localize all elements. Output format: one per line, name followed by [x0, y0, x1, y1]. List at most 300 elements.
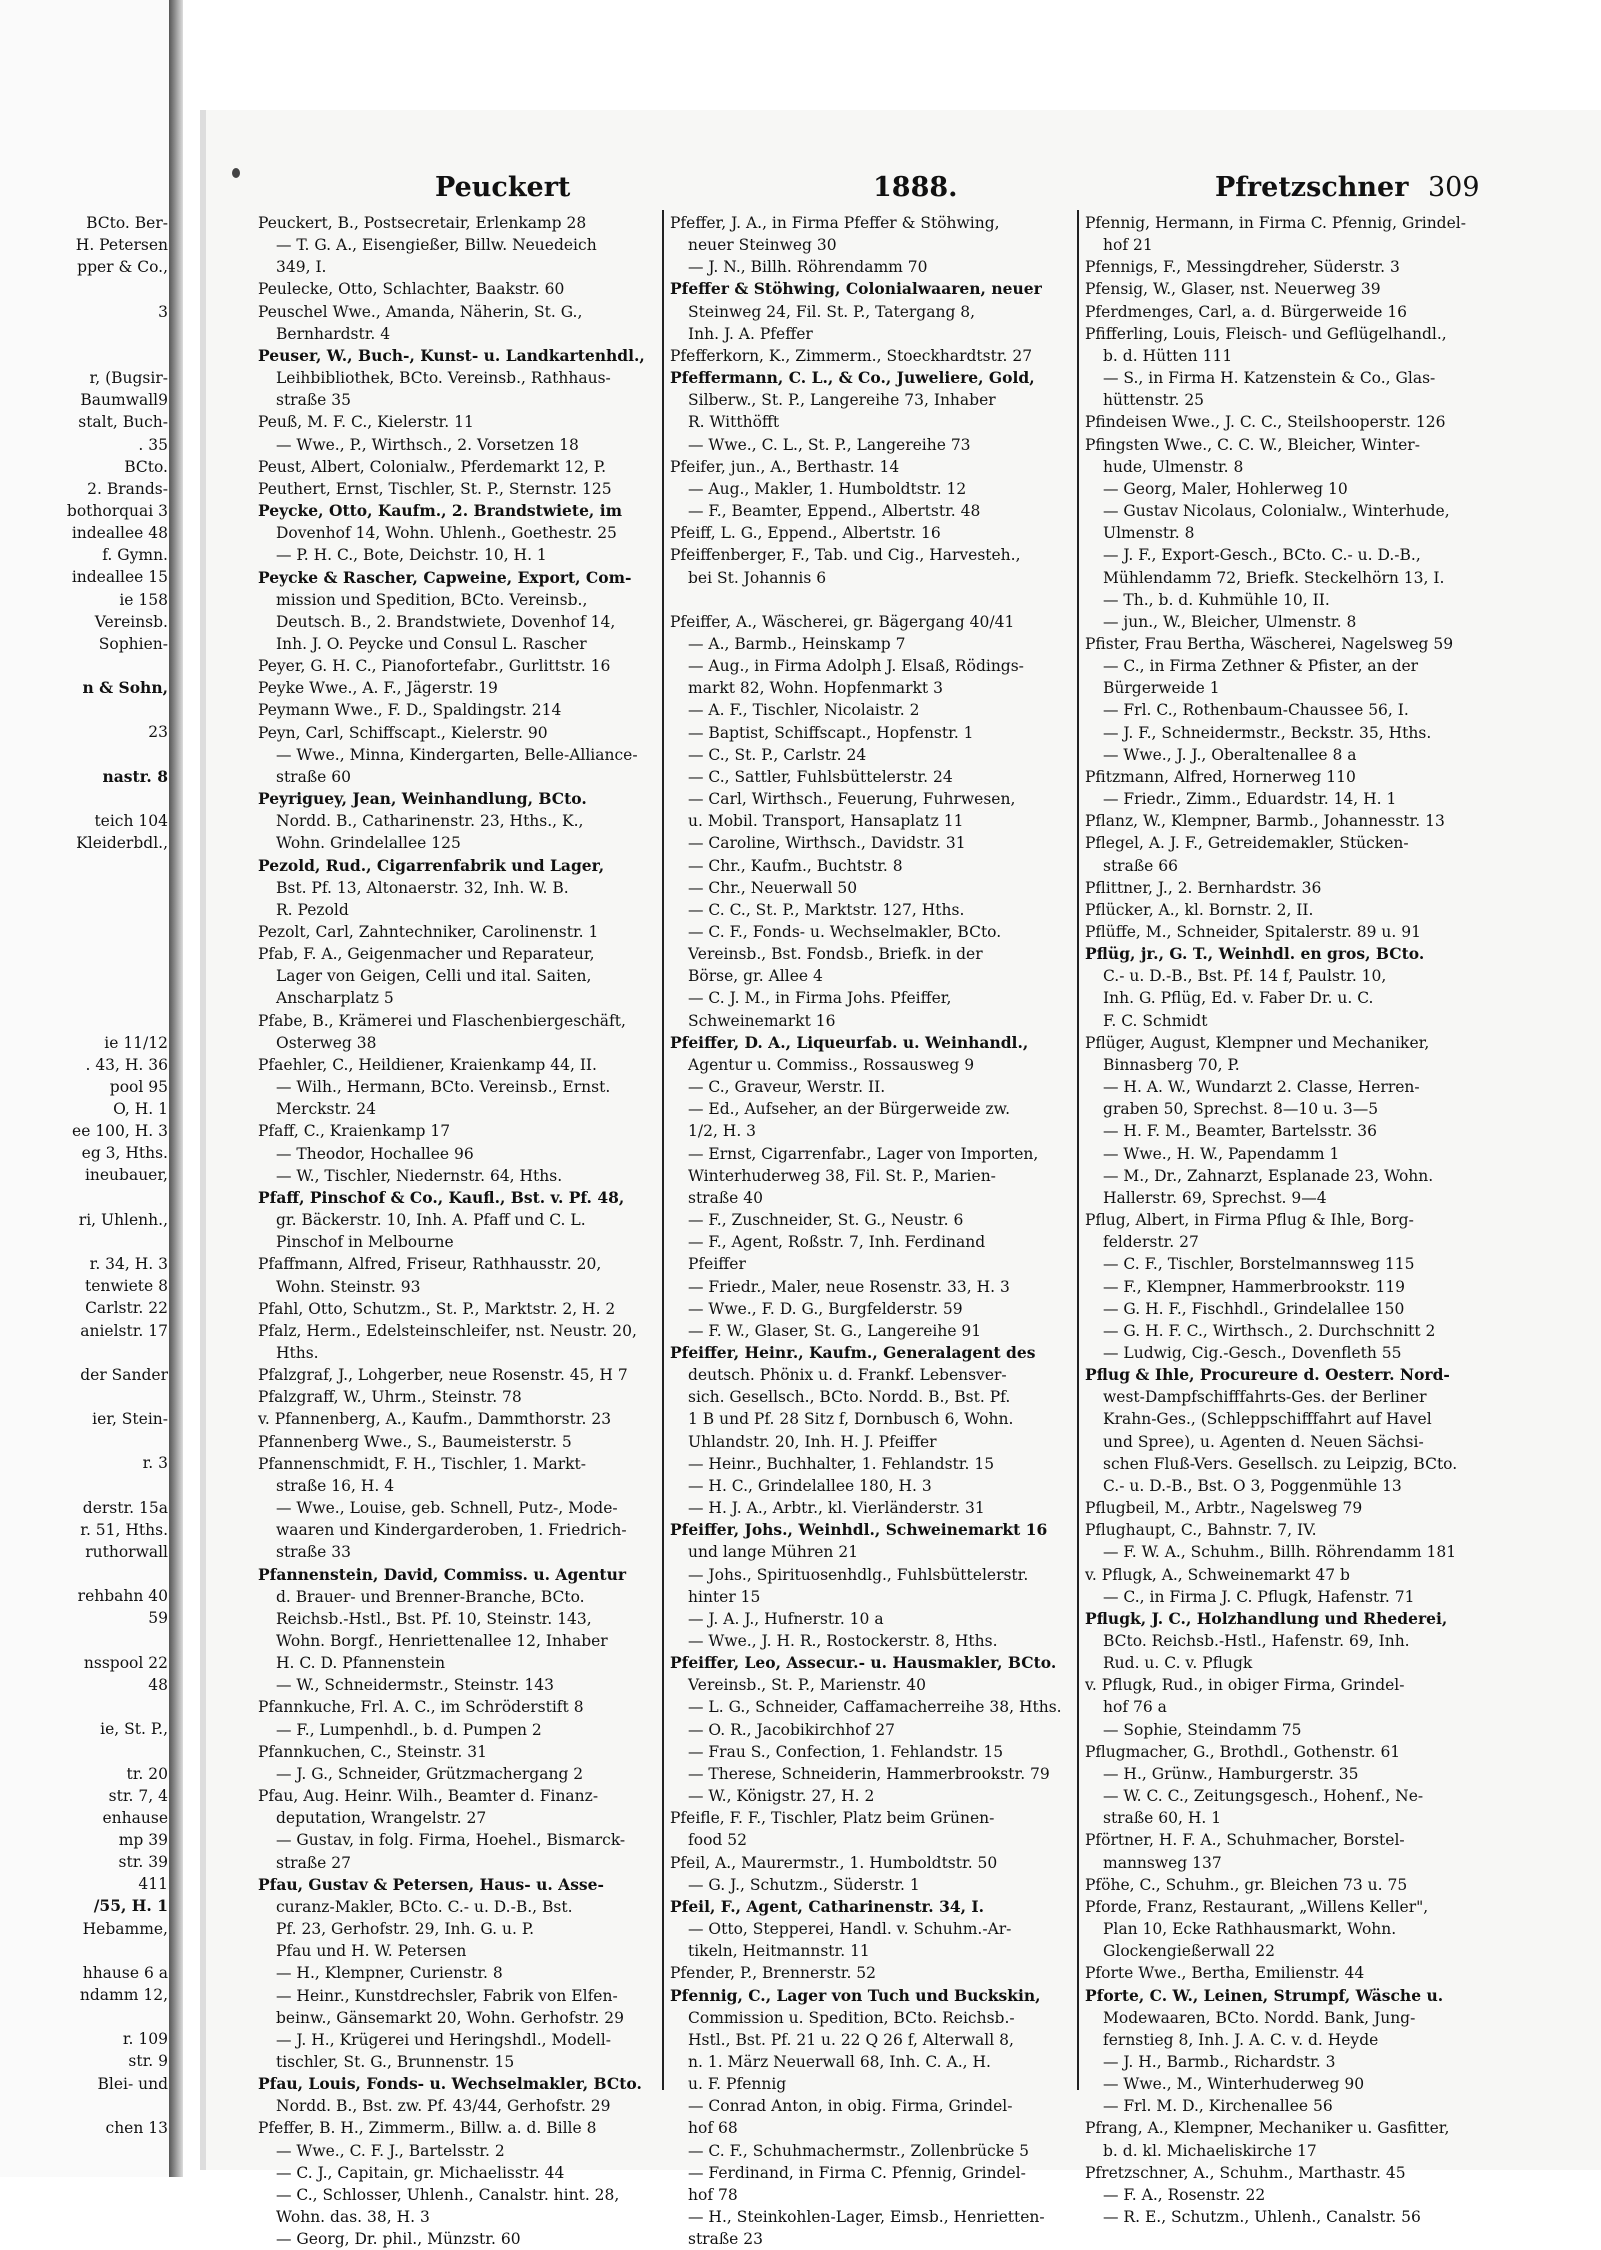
directory-entry-line: straße 35: [276, 391, 352, 410]
directory-entry-line: Pfifferling, Louis, Fleisch- und Geflügelhandl.,: [1085, 324, 1447, 343]
directory-entry-line: straße 40: [688, 1188, 764, 1207]
directory-entry-line: Pfefferkorn, K., Zimmerm., Stoeckhardtstr. 27: [670, 346, 1033, 365]
directory-entry-line: Plan 10, Ecke Rathhausmarkt, Wohn.: [1103, 1920, 1397, 1939]
left-page-text-fragment: ier, Stein-: [92, 1410, 168, 1429]
directory-entry-line: Peulecke, Otto, Schlachter, Baakstr. 60: [258, 280, 565, 299]
directory-entry-line: Pflittner, J., 2. Bernhardstr. 36: [1085, 878, 1322, 897]
directory-entry-line: — Wilh., Hermann, BCto. Vereinsb., Ernst.: [276, 1078, 611, 1097]
directory-entry-line: v. Pfannenberg, A., Kaufm., Dammthorstr. 23: [258, 1410, 612, 1429]
directory-entry-line: Pflüger, August, Klempner und Mechaniker,: [1085, 1033, 1430, 1052]
left-page-text-fragment: n & Sohn,: [82, 678, 168, 698]
directory-entry-line: Pflücker, A., kl. Bornstr. 2, II.: [1085, 900, 1314, 919]
directory-entry-line: — Ferdinand, in Firma C. Pfennig, Grindel-: [688, 2163, 1026, 2182]
directory-entry-line: Mühlendamm 72, Briefk. Steckelhörn 13, I.: [1103, 568, 1445, 587]
left-page-text-fragment: enhause: [102, 1808, 168, 1827]
directory-entry-line: und Spree), u. Agenten d. Neuen Sächsi-: [1103, 1432, 1424, 1451]
directory-entry-line: Pezold, Rud., Cigarrenfabrik und Lager,: [258, 855, 605, 875]
directory-entry-line: food 52: [688, 1831, 747, 1850]
page-header: [260, 172, 1480, 208]
left-page-text-fragment: BCto. Ber-: [86, 214, 168, 232]
left-page-text-fragment: stalt, Buch-: [78, 413, 168, 432]
directory-entry-line: Pfender, P., Brennerstr. 52: [670, 1964, 877, 1983]
directory-entry-line: v. Pflugk, Rud., in obiger Firma, Grindel-: [1085, 1676, 1405, 1695]
directory-entry-line: tischler, St. G., Brunnenstr. 15: [276, 2052, 515, 2071]
directory-entry-line: Pfeiffer, Johs., Weinhdl., Schweinemarkt 16: [670, 1520, 1048, 1540]
directory-entry-line: — F., Lumpenhdl., b. d. Pumpen 2: [276, 1720, 542, 1739]
directory-entry-line: deutsch. Phönix u. d. Frankf. Lebensver-: [688, 1366, 1007, 1385]
directory-entry-line: C.- u. D.-B., Bst. Pf. 14 f, Paulstr. 10,: [1103, 967, 1387, 986]
directory-entry-line: Pfannkuchen, C., Steinstr. 31: [258, 1742, 487, 1761]
directory-entry-line: Peuser, W., Buch-, Kunst- u. Landkartenhdl.,: [258, 345, 645, 365]
directory-entry-line: schen Fluß-Vers. Gesellsch. zu Leipzig, BCto.: [1103, 1454, 1458, 1473]
left-page-text-fragment: r. 34, H. 3: [89, 1255, 168, 1274]
left-page-text-fragment: pool 95: [109, 1077, 168, 1096]
left-page-text-fragment: ee 100, H. 3: [72, 1122, 168, 1141]
directory-entry-line: — W. C. C., Zeitungsgesch., Hohenf., Ne-: [1103, 1787, 1424, 1806]
directory-entry-line: — G. H. F., Fischhdl., Grindelallee 150: [1103, 1299, 1405, 1318]
left-page-text-fragment: der Sander: [80, 1365, 168, 1384]
left-page-text-fragment: str. 39: [118, 1853, 168, 1872]
directory-entry-line: Dovenhof 14, Wohn. Uhlenh., Goethestr. 25: [276, 524, 617, 543]
directory-entry-line: — H. C., Grindelallee 180, H. 3: [688, 1476, 932, 1495]
directory-entry-line: d. Brauer- und Brenner-Branche, BCto.: [276, 1587, 585, 1606]
directory-entry-line: — Otto, Stepperei, Handl. v. Schuhm.-Ar-: [688, 1920, 1012, 1939]
directory-entry-line: [670, 589, 1070, 611]
directory-entry-line: — A. F., Tischler, Nicolaistr. 2: [688, 701, 920, 720]
directory-entry-line: R. Witthöfft: [688, 413, 780, 432]
directory-entry-line: — H. A. W., Wundarzt 2. Classe, Herren-: [1103, 1078, 1420, 1097]
directory-entry-line: — F. W., Glaser, St. G., Langereihe 91: [688, 1321, 982, 1340]
directory-entry-line: — Wwe., M., Winterhuderweg 90: [1103, 2075, 1365, 2094]
directory-entry-line: b. d. Hütten 111: [1103, 346, 1233, 365]
directory-entry-line: — Wwe., P., Wirthsch., 2. Vorsetzen 18: [276, 435, 579, 454]
directory-entry-line: — F., Beamter, Eppend., Albertstr. 48: [688, 502, 981, 521]
directory-entry-line: — J. H., Barmb., Richardstr. 3: [1103, 2052, 1336, 2071]
directory-entry-line: Osterweg 38: [276, 1033, 377, 1052]
column-rule-2: [1077, 210, 1079, 2090]
directory-entry-line: — Wwe., C. L., St. P., Langereihe 73: [688, 435, 971, 454]
left-page-text-fragment: 411: [138, 1875, 168, 1894]
directory-entry-line: — Conrad Anton, in obig. Firma, Grindel-: [688, 2097, 1013, 2116]
directory-entry-line: BCto. Reichsb.-Hstl., Hafenstr. 69, Inh.: [1103, 1632, 1410, 1650]
directory-entry-line: hof 76 a: [1103, 1698, 1167, 1717]
directory-entry-line: Pfannenberg Wwe., S., Baumeisterstr. 5: [258, 1432, 572, 1451]
directory-entry-line: hof 68: [688, 2119, 738, 2138]
directory-entry-line: Peuß, M. F. C., Kielerstr. 11: [258, 413, 474, 432]
directory-entry-line: — Friedr., Zimm., Eduardstr. 14, H. 1: [1103, 790, 1397, 809]
directory-entry-line: Pfalzgraf, J., Lohgerber, neue Rosenstr. 45, H 7: [258, 1366, 628, 1385]
directory-entry-line: — C. F., Fonds- u. Wechselmakler, BCto.: [688, 923, 1002, 941]
directory-entry-line: straße 66: [1103, 856, 1179, 875]
directory-entry-line: — W., Tischler, Niedernstr. 64, Hths.: [276, 1166, 563, 1185]
directory-entry-line: 1/2, H. 3: [688, 1122, 757, 1141]
left-page-text-fragment: r, (Bugsir-: [89, 369, 168, 388]
directory-entry-line: — C., Sattler, Fuhlsbüttelerstr. 24: [688, 767, 953, 786]
directory-entry-line: — Georg, Dr. phil., Münzstr. 60: [276, 2230, 521, 2249]
directory-entry-line: beinw., Gänsemarkt 20, Wohn. Gerhofstr. 29: [276, 2008, 624, 2027]
directory-entry-line: gr. Bäckerstr. 10, Inh. A. Pfaff und C. L.: [276, 1211, 586, 1230]
directory-entry-line: Pflugmacher, G., Brothdl., Gothenstr. 61: [1085, 1742, 1401, 1761]
directory-entry-line: Wohn. Steinstr. 93: [276, 1277, 421, 1296]
directory-entry-line: hinter 15: [688, 1587, 761, 1606]
left-page-text-fragment: chen 13: [105, 2118, 168, 2137]
directory-entry-line: mission und Spedition, BCto. Vereinsb.,: [276, 590, 588, 609]
left-page-text-fragment: Sophien-: [98, 634, 168, 653]
directory-entry-line: Inh. J. O. Peycke und Consul L. Rascher: [276, 634, 587, 653]
directory-entry-line: Pfau und H. W. Petersen: [276, 1942, 467, 1961]
directory-entry-line: H. C. D. Pfannenstein: [276, 1654, 446, 1673]
directory-entry-line: — F., Klempner, Hammerbrookstr. 119: [1103, 1277, 1406, 1296]
left-page-text-fragment: bothorquai 3: [66, 501, 168, 520]
directory-entry-line: — Wwe., J. H. R., Rostockerstr. 8, Hths.: [688, 1632, 998, 1650]
directory-entry-line: Hstl., Bst. Pf. 21 u. 22 Q 26 f, Alterwall 8,: [688, 2030, 1014, 2049]
header-year: 1888.: [873, 172, 958, 203]
directory-entry-line: — Theodor, Hochallee 96: [276, 1144, 474, 1163]
directory-entry-line: F. C. Schmidt: [1103, 1011, 1208, 1030]
directory-entry-line: Pfeffermann, C. L., & Co., Juweliere, Gold,: [670, 368, 1035, 388]
directory-entry-line: — Heinr., Kunstdrechsler, Fabrik von Elfen-: [276, 1986, 618, 2005]
directory-entry-line: Peust, Albert, Colonialw., Pferdemarkt 12, P.: [258, 457, 607, 476]
directory-entry-line: Pfretzschner, A., Schuhm., Marthastr. 45: [1085, 2163, 1406, 2182]
directory-entry-line: 1 B und Pf. 28 Sitz f, Dornbusch 6, Wohn.: [688, 1410, 1014, 1429]
directory-entry-line: — Ed., Aufseher, an der Bürgerweide zw.: [688, 1100, 1011, 1119]
directory-entry-line: Pfannenstein, David, Commiss. u. Agentur: [258, 1564, 627, 1584]
directory-entry-line: Winterhuderweg 38, Fil. St. P., Marien-: [688, 1166, 996, 1185]
directory-entry-line: — G. H. F. C., Wirthsch., 2. Durchschnitt 2: [1103, 1321, 1436, 1340]
directory-entry-line: Pfaff, C., Kraienkamp 17: [258, 1122, 451, 1141]
header-right-keyword: Pfretzschner: [1215, 172, 1409, 203]
directory-entry-line: — J. A. J., Hufnerstr. 10 a: [688, 1609, 884, 1628]
directory-entry-line: — Chr., Kaufm., Buchtstr. 8: [688, 856, 903, 875]
left-page-text-fragment: tr. 20: [126, 1764, 168, 1783]
directory-entry-line: Pfannenschmidt, F. H., Tischler, 1. Markt-: [258, 1454, 586, 1473]
directory-entry-line: Binnasberg 70, P.: [1103, 1055, 1240, 1074]
left-page-text-fragment: Blei- und: [97, 2074, 168, 2093]
directory-entry-line: Pfeiffenberger, F., Tab. und Cig., Harvesteh.,: [670, 546, 1021, 565]
left-page-text-fragment: str. 7, 4: [108, 1786, 168, 1805]
directory-entry-line: — H. J. A., Arbtr., kl. Vierländerstr. 31: [688, 1499, 985, 1518]
left-page-text-fragment: r. 51, Hths.: [80, 1520, 168, 1539]
directory-entry-line: Pfau, Louis, Fonds- u. Wechselmakler, BCto.: [258, 2074, 642, 2094]
left-page-text-fragment: 23: [148, 723, 168, 742]
directory-entry-line: Pfeifer, jun., A., Berthastr. 14: [670, 457, 900, 476]
directory-entry-line: Pfaffmann, Alfred, Friseur, Rathhausstr. 20,: [258, 1255, 602, 1274]
directory-entry-line: deputation, Wrangelstr. 27: [276, 1809, 487, 1828]
directory-entry-line: Pfeffer, B. H., Zimmerm., Billw. a. d. Bille 8: [258, 2119, 597, 2138]
left-page-text-fragment: . 35: [138, 435, 168, 454]
left-page-text-fragment: Hebamme,: [82, 1919, 168, 1938]
directory-entry-line: fernstieg 8, Inh. J. A. C. v. d. Heyde: [1103, 2030, 1379, 2049]
directory-entry-line: Nordd. B., Bst. zw. Pf. 43/44, Gerhofstr. 29: [276, 2097, 611, 2116]
left-page-text-fragment: ie 158: [119, 590, 168, 609]
page-number: 309: [1428, 172, 1480, 203]
directory-entry-line: straße 16, H. 4: [276, 1476, 395, 1495]
directory-entry-line: Pförtner, H. F. A., Schuhmacher, Borstel-: [1085, 1831, 1405, 1850]
directory-entry-line: Commission u. Spedition, BCto. Reichsb.-: [688, 2008, 1015, 2027]
left-page-text-fragment: /55, H. 1: [93, 1896, 168, 1916]
left-page-text-fragment: str. 9: [128, 2052, 168, 2071]
left-page-text-fragment: teich 104: [94, 812, 168, 831]
directory-entry-line: Pflug & Ihle, Procureure d. Oesterr. Nord-: [1085, 1365, 1450, 1385]
left-page-text-fragment: H. Petersen: [75, 236, 168, 255]
directory-entry-line: Pfitzmann, Alfred, Hornerweg 110: [1085, 767, 1356, 786]
directory-entry-line: curanz-Makler, BCto. C.- u. D.-B., Bst.: [276, 1897, 573, 1916]
directory-entry-line: Pfeffer, J. A., in Firma Pfeffer & Stöhwing,: [670, 214, 1000, 232]
directory-entry-line: Pfahl, Otto, Schutzm., St. P., Marktstr. 2, H. 2: [258, 1299, 616, 1318]
directory-entry-line: Merckstr. 24: [276, 1100, 376, 1119]
left-page-text-fragment: ineubauer,: [84, 1166, 168, 1185]
left-page-text-fragment: indeallee 48: [71, 524, 168, 543]
directory-entry-line: — C., in Firma J. C. Pflugk, Hafenstr. 71: [1103, 1587, 1415, 1606]
left-page-text-fragment: 2. Brands-: [87, 479, 168, 498]
directory-entry-line: — Heinr., Buchhalter, 1. Fehlandstr. 15: [688, 1454, 995, 1473]
directory-entry-line: felderstr. 27: [1103, 1233, 1199, 1252]
directory-entry-line: Pfau, Gustav & Petersen, Haus- u. Asse-: [258, 1874, 604, 1894]
directory-entry-line: — Carl, Wirthsch., Feuerung, Fuhrwesen,: [688, 790, 1016, 809]
directory-entry-line: straße 33: [276, 1543, 352, 1562]
directory-entry-line: Anscharplatz 5: [276, 989, 394, 1008]
directory-entry-line: n. 1. März Neuerwall 68, Inh. C. A., H.: [688, 2052, 991, 2071]
directory-entry-line: hof 21: [1103, 236, 1153, 255]
directory-entry-line: Peuschel Wwe., Amanda, Näherin, St. G.,: [258, 302, 583, 321]
directory-entry-line: graben 50, Sprechst. 8—10 u. 3—5: [1103, 1100, 1379, 1119]
left-page-text-fragment: ie, St. P.,: [100, 1720, 168, 1739]
directory-entry-line: — T. G. A., Eisengießer, Billw. Neuedeich: [276, 236, 597, 255]
directory-entry-line: — Ludwig, Cig.-Gesch., Dovenfleth 55: [1103, 1343, 1402, 1362]
directory-entry-line: hof 78: [688, 2185, 738, 2204]
directory-entry-line: v. Pflugk, A., Schweinemarkt 47 b: [1085, 1565, 1350, 1584]
directory-entry-line: Pforte, C. W., Leinen, Strumpf, Wäsche u.: [1085, 1985, 1444, 2005]
directory-entry-line: R. Pezold: [276, 900, 349, 919]
directory-entry-line: — C., Schlosser, Uhlenh., Canalstr. hint. 28,: [276, 2185, 620, 2204]
left-page-text-fragment: eg 3, Hths.: [81, 1144, 168, 1163]
left-page-text-fragment: 3: [158, 302, 168, 321]
directory-entry-line: Pfister, Frau Bertha, Wäscherei, Nagelsweg 59: [1085, 634, 1454, 653]
directory-entry-line: Pflüffe, M., Schneider, Spitalerstr. 89 u. 91: [1085, 923, 1421, 941]
left-page-text-fragment: rehbahn 40: [77, 1587, 168, 1606]
directory-entry-line: — W., Königstr. 27, H. 2: [688, 1787, 875, 1806]
directory-entry-line: — Gustav Nicolaus, Colonialw., Winterhude,: [1103, 502, 1450, 521]
directory-entry-line: — Caroline, Wirthsch., Davidstr. 31: [688, 834, 966, 853]
directory-entry-line: — C., St. P., Carlstr. 24: [688, 745, 867, 764]
left-page-text-fragment: 59: [148, 1609, 168, 1628]
directory-entry-line: Pfalzgraff, W., Uhrm., Steinstr. 78: [258, 1388, 522, 1407]
directory-entry-line: Pfennigs, F., Messingdreher, Süderstr. 3: [1085, 258, 1400, 277]
directory-entry-line: Pfab, F. A., Geigenmacher und Reparateur,: [258, 945, 595, 964]
directory-entry-line: Inh. G. Pflüg, Ed. v. Faber Dr. u. C.: [1103, 989, 1374, 1008]
directory-entry-line: Rud. u. C. v. Pflugk: [1103, 1654, 1253, 1673]
left-page-text-fragment: pper & Co.,: [77, 258, 168, 277]
directory-entry-line: Pfau, Aug. Heinr. Wilh., Beamter d. Finanz-: [258, 1787, 599, 1806]
directory-entry-line: west-Dampfschifffahrts-Ges. der Berliner: [1103, 1388, 1427, 1407]
directory-entry-line: Pfennig, C., Lager von Tuch und Buckskin,: [670, 1985, 1041, 2005]
left-page-text-fragment: r. 109: [122, 2030, 168, 2049]
directory-entry-line: — M., Dr., Zahnarzt, Esplanade 23, Wohn.: [1103, 1166, 1434, 1185]
directory-entry-line: — F. A., Rosenstr. 22: [1103, 2185, 1266, 2204]
directory-entry-line: Pfeifle, F. F., Tischler, Platz beim Grünen-: [670, 1809, 995, 1828]
directory-entry-line: — jun., W., Bleicher, Ulmenstr. 8: [1103, 612, 1357, 631]
directory-entry-line: Pfannkuche, Frl. A. C., im Schröderstift 8: [258, 1698, 584, 1717]
left-page-text-fragment: O, H. 1: [113, 1100, 168, 1118]
directory-entry-line: — C., Graveur, Werstr. II.: [688, 1078, 886, 1097]
directory-entry-line: straße 27: [276, 1853, 352, 1872]
directory-entry-line: C.- u. D.-B., Bst. O 3, Poggenmühle 13: [1103, 1476, 1402, 1495]
directory-entry-line: mannsweg 137: [1103, 1853, 1222, 1872]
directory-entry-line: — Aug., in Firma Adolph J. Elsaß, Rödings-: [688, 657, 1024, 676]
directory-entry-line: Pfensig, W., Glaser, nst. Neuerweg 39: [1085, 280, 1381, 299]
directory-entry-line: straße 60: [276, 767, 352, 786]
directory-entry-line: Inh. J. A. Pfeffer: [688, 324, 813, 343]
directory-entry-line: Pfindeisen Wwe., J. C. C., Steilshooperstr. 126: [1085, 413, 1446, 432]
left-page-text-fragment: . 43, H. 36: [85, 1055, 168, 1074]
header-left-keyword: Peuckert: [435, 172, 571, 203]
directory-entry-line: — Baptist, Schiffscapt., Hopfenstr. 1: [688, 723, 974, 742]
ink-blot: [232, 168, 240, 178]
left-page-text-fragment: ruthorwall: [85, 1543, 168, 1561]
directory-entry-line: Wohn. Grindelallee 125: [276, 834, 461, 853]
directory-entry-line: Wohn. das. 38, H. 3: [276, 2208, 430, 2227]
directory-column-2: [670, 212, 1070, 2249]
directory-entry-line: hüttenstr. 25: [1103, 391, 1205, 410]
directory-entry-line: — Frau S., Confection, 1. Fehlandstr. 15: [688, 1742, 1004, 1761]
directory-entry-line: Peuckert, B., Postsecretair, Erlenkamp 28: [258, 214, 587, 232]
directory-entry-line: Pezolt, Carl, Zahntechniker, Carolinenstr. 1: [258, 923, 599, 941]
directory-entry-line: — H., Steinkohlen-Lager, Eimsb., Henrietten-: [688, 2208, 1045, 2227]
directory-entry-line: — Wwe., J. J., Oberaltenallee 8 a: [1103, 745, 1357, 764]
directory-entry-line: Nordd. B., Catharinenstr. 23, Hths., K.,: [276, 812, 584, 831]
directory-entry-line: — Wwe., C. F. J., Bartelsstr. 2: [276, 2141, 505, 2160]
directory-entry-line: Börse, gr. Allee 4: [688, 967, 823, 986]
directory-entry-line: Schweinemarkt 16: [688, 1011, 836, 1030]
directory-entry-line: — C. F., Schuhmachermstr., Zollenbrücke 5: [688, 2141, 1030, 2160]
directory-entry-line: Peuthert, Ernst, Tischler, St. P., Sternstr. 125: [258, 479, 612, 498]
directory-entry-line: Krahn-Ges., (Schleppschifffahrt auf Havel: [1103, 1410, 1432, 1429]
directory-entry-line: sich. Gesellsch., BCto. Nordd. B., Bst. Pf.: [688, 1388, 1011, 1407]
directory-entry-line: Leihbibliothek, BCto. Vereinsb., Rathhaus-: [276, 369, 611, 388]
directory-entry-line: Pflugbeil, M., Arbtr., Nagelsweg 79: [1085, 1499, 1363, 1518]
directory-entry-line: Pfeiffer, D. A., Liqueurfab. u. Weinhandl.,: [670, 1032, 1029, 1052]
directory-entry-line: Pinschof in Melbourne: [276, 1233, 454, 1252]
left-page-text-fragment: f. Gymn.: [102, 546, 168, 565]
directory-entry-line: Deutsch. B., 2. Brandstwiete, Dovenhof 14,: [276, 612, 616, 631]
left-page-fragment: [0, 0, 183, 2177]
column-rule-1: [662, 210, 664, 2090]
directory-entry-line: Ulmenstr. 8: [1103, 524, 1195, 543]
directory-entry-line: Pfeiff, L. G., Eppend., Albertstr. 16: [670, 524, 941, 543]
directory-entry-line: — J. H., Krügerei und Heringshdl., Modell-: [276, 2030, 611, 2049]
directory-entry-line: Modewaaren, BCto. Nordd. Bank, Jung-: [1103, 2008, 1416, 2027]
directory-entry-line: — H., Klempner, Curienstr. 8: [276, 1964, 503, 1983]
directory-entry-line: Pfeil, A., Maurermstr., 1. Humboldtstr. 50: [670, 1853, 998, 1872]
directory-entry-line: bei St. Johannis 6: [688, 568, 827, 587]
directory-entry-line: Peyn, Carl, Schiffscapt., Kielerstr. 90: [258, 723, 548, 742]
directory-entry-line: Pferdmenges, Carl, a. d. Bürgerweide 16: [1085, 302, 1408, 321]
directory-entry-line: — Wwe., Minna, Kindergarten, Belle-Alliance-: [276, 745, 638, 764]
directory-entry-line: Lager von Geigen, Celli und ital. Saiten,: [276, 967, 592, 986]
left-page-text-fragment: ri, Uhlenh.,: [78, 1210, 168, 1229]
left-page-text-fragment: BCto.: [124, 457, 168, 476]
directory-entry-line: — Ernst, Cigarrenfabr., Lager von Importen,: [688, 1144, 1039, 1163]
directory-entry-line: Peycke, Otto, Kaufm., 2. Brandstwiete, im: [258, 501, 623, 521]
directory-entry-line: Hths.: [276, 1343, 319, 1362]
directory-entry-line: — Th., b. d. Kuhmühle 10, II.: [1103, 590, 1330, 609]
directory-entry-line: Bernhardstr. 4: [276, 324, 391, 343]
directory-entry-line: — W., Schneidermstr., Steinstr. 143: [276, 1676, 554, 1695]
left-page-text-fragment: nsspool 22: [83, 1653, 168, 1672]
directory-entry-line: — F. W. A., Schuhm., Billh. Röhrendamm 181: [1103, 1543, 1457, 1562]
left-page-text-fragment: ndamm 12,: [79, 1986, 168, 2004]
directory-entry-line: Pflugk, J. C., Holzhandlung und Rhederei,: [1085, 1608, 1448, 1628]
directory-entry-line: — H. F. M., Beamter, Bartelsstr. 36: [1103, 1122, 1377, 1141]
directory-entry-line: Wohn. Borgf., Henriettenallee 12, Inhaber: [276, 1632, 608, 1650]
directory-entry-line: — R. E., Schutzm., Uhlenh., Canalstr. 56: [1103, 2208, 1421, 2227]
directory-entry-line: Uhlandstr. 20, Inh. H. J. Pfeiffer: [688, 1432, 937, 1451]
directory-entry-line: waaren und Kindergarderoben, 1. Friedrich-: [276, 1521, 627, 1540]
directory-entry-line: — C. F., Tischler, Borstelmannsweg 115: [1103, 1255, 1415, 1274]
directory-entry-line: Pforte Wwe., Bertha, Emilienstr. 44: [1085, 1964, 1365, 1983]
left-page-text-fragment: anielstr. 17: [80, 1321, 168, 1340]
directory-entry-line: neuer Steinweg 30: [688, 236, 837, 255]
directory-entry-line: Pfeiffer: [688, 1255, 746, 1274]
directory-entry-line: — F., Agent, Roßstr. 7, Inh. Ferdinand: [688, 1233, 986, 1252]
left-page-text-fragment: tenwiete 8: [85, 1277, 168, 1296]
directory-entry-line: Pfennig, Hermann, in Firma C. Pfennig, Grindel-: [1085, 214, 1466, 232]
directory-entry-line: Steinweg 24, Fil. St. P., Tatergang 8,: [688, 302, 976, 321]
directory-entry-line: Pflüg, jr., G. T., Weinhdl. en gros, BCto.: [1085, 944, 1425, 964]
directory-entry-line: Hallerstr. 69, Sprechst. 9—4: [1103, 1188, 1327, 1207]
directory-entry-line: — Wwe., H. W., Papendamm 1: [1103, 1144, 1340, 1163]
directory-column-3: [1085, 212, 1490, 2227]
directory-entry-line: Pfaff, Pinschof & Co., Kaufl., Bst. v. Pf. 48,: [258, 1187, 625, 1207]
directory-entry-line: — Gustav, in folg. Firma, Hoehel., Bismarck-: [276, 1831, 626, 1850]
directory-entry-line: — Therese, Schneiderin, Hammerbrookstr. 79: [688, 1764, 1050, 1783]
directory-entry-line: — J. F., Export-Gesch., BCto. C.- u. D.-B.,: [1103, 546, 1421, 565]
directory-entry-line: — H., Grünw., Hamburgerstr. 35: [1103, 1764, 1359, 1783]
directory-entry-line: — Georg, Maler, Hohlerweg 10: [1103, 479, 1348, 498]
directory-entry-line: Pflegel, A. J. F., Getreidemakler, Stücken-: [1085, 834, 1409, 853]
directory-entry-line: Peyke Wwe., A. F., Jägerstr. 19: [258, 679, 498, 698]
directory-entry-line: b. d. kl. Michaeliskirche 17: [1103, 2141, 1317, 2160]
directory-entry-line: Vereinsb., St. P., Marienstr. 40: [688, 1676, 926, 1695]
directory-entry-line: Pfeil, F., Agent, Catharinenstr. 34, I.: [670, 1896, 985, 1916]
directory-entry-line: Bst. Pf. 13, Altonaerstr. 32, Inh. W. B.: [276, 878, 569, 897]
directory-entry-line: Pfrang, A., Klempner, Mechaniker u. Gasfitter,: [1085, 2119, 1450, 2138]
directory-entry-line: Pfalz, Herm., Edelsteinschleifer, nst. Neustr. 20,: [258, 1321, 637, 1340]
directory-entry-line: Pfeiffer, Heinr., Kaufm., Generalagent des: [670, 1342, 1036, 1362]
directory-entry-line: — S., in Firma H. Katzenstein & Co., Glas-: [1103, 369, 1436, 388]
directory-column-1: [258, 212, 658, 2249]
directory-entry-line: — C., in Firma Zethner & Pfister, an der: [1103, 657, 1419, 676]
directory-entry-line: — G. J., Schutzm., Süderstr. 1: [688, 1875, 920, 1894]
directory-entry-line: u. F. Pfennig: [688, 2075, 787, 2094]
directory-entry-line: Bürgerweide 1: [1103, 679, 1220, 698]
directory-entry-line: Vereinsb., Bst. Fondsb., Briefk. in der: [688, 945, 983, 964]
directory-entry-line: — Wwe., F. D. G., Burgfelderstr. 59: [688, 1299, 963, 1318]
left-page-text-fragment: mp 39: [118, 1830, 168, 1849]
directory-entry-line: u. Mobil. Transport, Hansaplatz 11: [688, 812, 964, 831]
directory-entry-line: — C. C., St. P., Marktstr. 127, Hths.: [688, 900, 965, 919]
left-page-text-fragment: Vereinsb.: [94, 612, 168, 631]
directory-entry-line: tikeln, Heitmannstr. 11: [688, 1942, 870, 1961]
directory-entry-line: — J. F., Schneidermstr., Beckstr. 35, Hths.: [1103, 723, 1432, 742]
directory-entry-line: Agentur u. Commiss., Rossausweg 9: [688, 1055, 975, 1074]
directory-entry-line: — Chr., Neuerwall 50: [688, 878, 858, 897]
directory-entry-line: Pfeffer & Stöhwing, Colonialwaaren, neuer: [670, 279, 1042, 299]
left-page-text-fragment: Kleiderbdl.,: [76, 834, 168, 853]
left-page-text-fragment: derstr. 15a: [82, 1498, 168, 1517]
directory-entry-line: — Frl. C., Rothenbaum-Chaussee 56, I.: [1103, 701, 1409, 720]
directory-entry-line: Pföhe, C., Schuhm., gr. Bleichen 73 u. 75: [1085, 1875, 1408, 1894]
